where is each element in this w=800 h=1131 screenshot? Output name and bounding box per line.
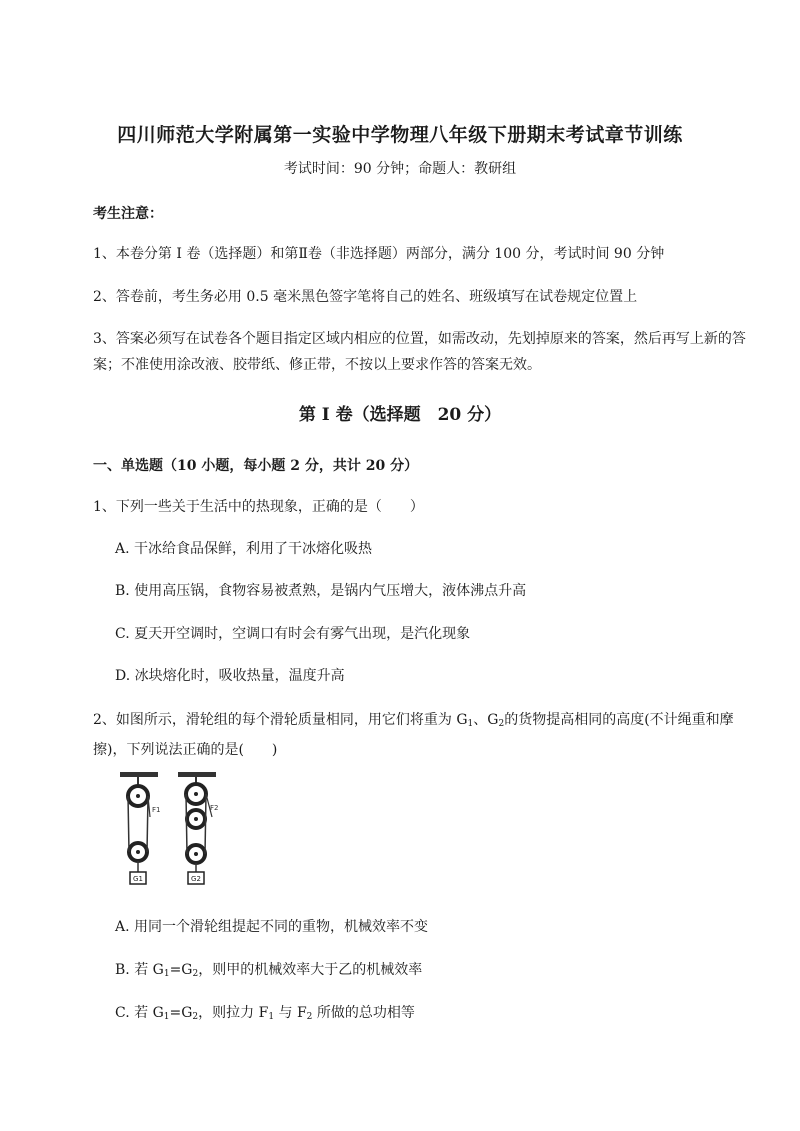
question-1-option-c: C. 夏天开空调时，空调口有时会有雾气出现，是汽化现象 (115, 626, 471, 642)
exam-info: 考试时间：90 分钟；命题人：教研组 (283, 161, 517, 177)
section-title: 第 I 卷（选择题 20 分） (298, 405, 502, 425)
label-f2: F2 (210, 804, 219, 812)
question-2-option-a: A. 用同一个滑轮组提起不同的重物，机械效率不变 (115, 919, 429, 935)
notice-item-2: 2、答卷前，考生务必用 0.5 毫米黑色签字笔将自己的姓名、班级填写在试卷规定位置上 (93, 289, 638, 305)
ceiling-beam-left (120, 772, 158, 777)
question-1-option-d: D. 冰块熔化时，吸收热量，温度升高 (115, 668, 345, 684)
question-1-stem: 1、下列一些关于生活中的热现象，正确的是（ ） (93, 499, 424, 515)
label-g1: G1 (133, 875, 143, 883)
notice-heading: 考生注意： (93, 206, 163, 222)
notice-item-3: 3、答案必须写在试卷各个题目指定区域内相应的位置，如需改动，先划掉原来的答案，然后再写上新的答案；不准使用涂改液、胶带纸、修正带，不按以上要求作答的答案无效。 (93, 331, 746, 373)
label-g2: G2 (191, 875, 201, 883)
label-f1: F1 (152, 806, 161, 814)
question-2-option-b: B. 若 $G_1=G_2$，则甲的机械效率大于乙的机械效率 (115, 962, 423, 979)
question-1-option-b: B. 使用高压锅，食物容易被煮熟，是锅内气压增大，液体沸点升高 (115, 583, 527, 599)
page-title: 四川师范大学附属第一实验中学物理八年级下册期末考试章节训练 (117, 124, 683, 146)
pulley-system-figure (112, 772, 234, 897)
notice-item-1: 1、本卷分第 I 卷（选择题）和第Ⅱ卷（非选择题）两部分，满分 100 分，考试时间 90 分钟 (93, 246, 665, 262)
question-2-option-c: C. 若 $G_1=G_2$，则拉力 $F_1$ 与 $F_2$ 所做的总功相等 (115, 1005, 415, 1022)
ceiling-beam-right (178, 772, 216, 777)
question-2-stem: 2、如图所示，滑轮组的每个滑轮质量相同，用它们将重为 $G_1$、$G_2$的货物提高相同的高度(不计绳重和摩擦)，下列说法正确的是( ) (93, 712, 734, 758)
question-1-option-a: A. 干冰给食品保鲜，利用了干冰熔化吸热 (115, 541, 373, 557)
question-group-heading: 一、单选题（10 小题，每小题 2 分，共计 20 分） (93, 458, 419, 474)
